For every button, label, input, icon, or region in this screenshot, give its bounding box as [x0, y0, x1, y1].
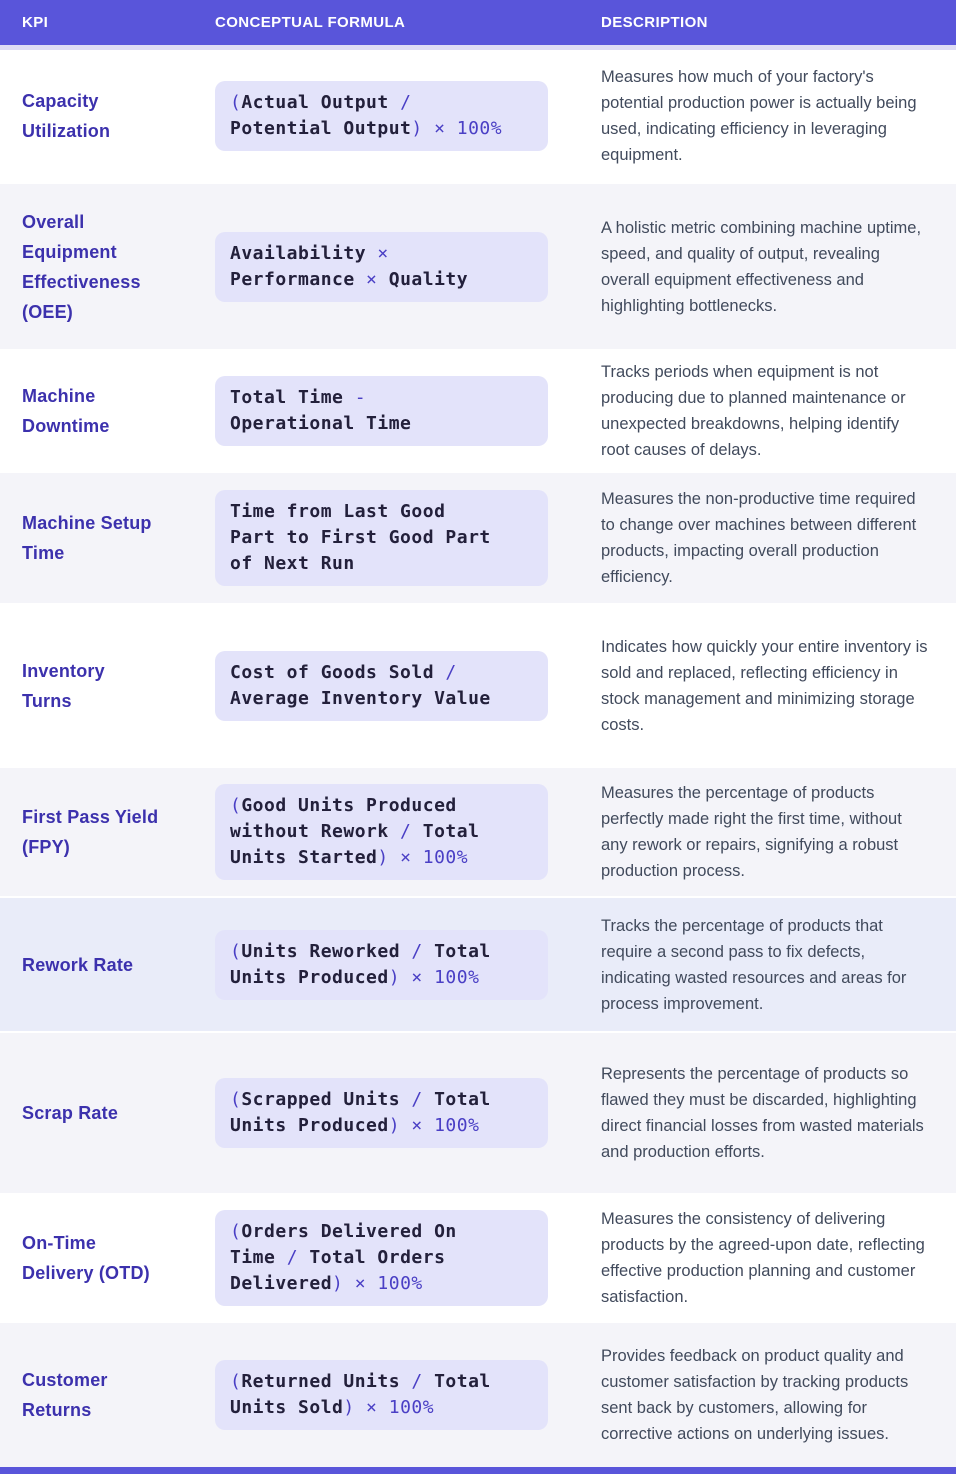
kpi-label: Customer Returns [22, 1370, 108, 1420]
formula-cell [215, 490, 601, 586]
kpi-description: Provides feedback on product quality and customer satisfaction by tracking products sent back by customers, allowing for corrective actions on underlying issues. [601, 1347, 909, 1443]
kpi-label: Machine Downtime [22, 386, 110, 436]
kpi-description: Tracks periods when equipment is not producing due to planned maintenance or unexpected breakdowns, helping identify root causes of delays. [601, 363, 906, 459]
table-row [0, 896, 956, 1031]
formula-box: (Orders Delivered On Time / Total Orders Delivered) × 100% [215, 1210, 548, 1306]
table-row [0, 471, 956, 603]
bottom-accent-bar [0, 1467, 956, 1474]
formula-cell [215, 81, 601, 151]
column-header-conceptual-formula: CONCEPTUAL FORMULA [215, 14, 406, 31]
formula-cell [215, 651, 601, 721]
kpi-label: Rework Rate [22, 954, 134, 975]
formula-cell [215, 232, 601, 302]
kpi-description: Indicates how quickly your entire inventory is sold and replaced, reflecting efficiency in stock management and minimizing storage costs. [601, 637, 928, 734]
column-header-kpi: KPI [22, 14, 49, 31]
table-row [0, 1321, 956, 1467]
kpi-label: First Pass Yield (FPY) [22, 807, 159, 857]
kpi-label: On-Time Delivery (OTD) [22, 1233, 150, 1283]
formula-box: (Returned Units / Total Units Sold) × 100% [215, 1360, 548, 1430]
kpi-description: Represents the percentage of products so flawed they must be discarded, highlighting direct financial losses from wasted materials and production efforts. [601, 1065, 924, 1161]
formula-cell [215, 1078, 601, 1148]
kpi-description: Measures how much of your factory's potential production power is actually being used, indicating efficiency in leveraging equipment. [601, 68, 917, 164]
kpi-description: Tracks the percentage of products that require a second pass to fix defects, indicating wasted resources and areas for process improvement. [601, 916, 907, 1013]
formula-box: (Actual Output / Potential Output) × 100% [215, 81, 548, 151]
formula-box: Total Time - Operational Time [215, 376, 548, 446]
table-row [0, 603, 956, 766]
table-body [0, 50, 956, 1467]
kpi-description: Measures the percentage of products perfectly made right the first time, without any rework or repairs, signifying a robust production process. [601, 784, 902, 880]
kpi-label: Scrap Rate [22, 1103, 119, 1123]
formula-cell [215, 1210, 601, 1306]
table-row [0, 349, 956, 471]
formula-box: (Scrapped Units / Total Units Produced) × 100% [215, 1078, 548, 1148]
table-row [0, 1193, 956, 1321]
table-header [0, 0, 956, 45]
formula-box: Cost of Goods Sold / Average Inventory Value [215, 651, 548, 721]
kpi-description: Measures the consistency of delivering products by the agreed-upon date, reflecting effective production planning and customer satisfaction. [601, 1210, 925, 1306]
kpi-label: Machine Setup Time [22, 513, 152, 563]
kpi-label: Capacity Utilization [22, 91, 111, 141]
table-row [0, 766, 956, 896]
kpi-description: Measures the non-productive time required to change over machines between different products, impacting overall production efficiency. [601, 490, 917, 586]
formula-cell [215, 784, 601, 880]
formula-cell [215, 1360, 601, 1430]
formula-cell [215, 930, 601, 1000]
table-row [0, 50, 956, 182]
kpi-label: Overall Equipment Effectiveness (OEE) [22, 211, 141, 322]
formula-box: Time from Last Good Part to First Good Part of Next Run [215, 490, 548, 586]
kpi-description: A holistic metric combining machine uptime, speed, and quality of output, revealing overall equipment effectiveness and highlighting bottlenecks. [601, 218, 922, 315]
table-row [0, 182, 956, 349]
kpi-label: Inventory Turns [22, 660, 105, 711]
table-row [0, 1031, 956, 1193]
formula-box: (Good Units Produced without Rework / Total Units Started) × 100% [215, 784, 548, 880]
formula-cell [215, 376, 601, 446]
column-header-description: DESCRIPTION [601, 14, 708, 31]
formula-box: (Units Reworked / Total Units Produced) × 100% [215, 930, 548, 1000]
formula-box: Availability × Performance × Quality [215, 232, 548, 302]
